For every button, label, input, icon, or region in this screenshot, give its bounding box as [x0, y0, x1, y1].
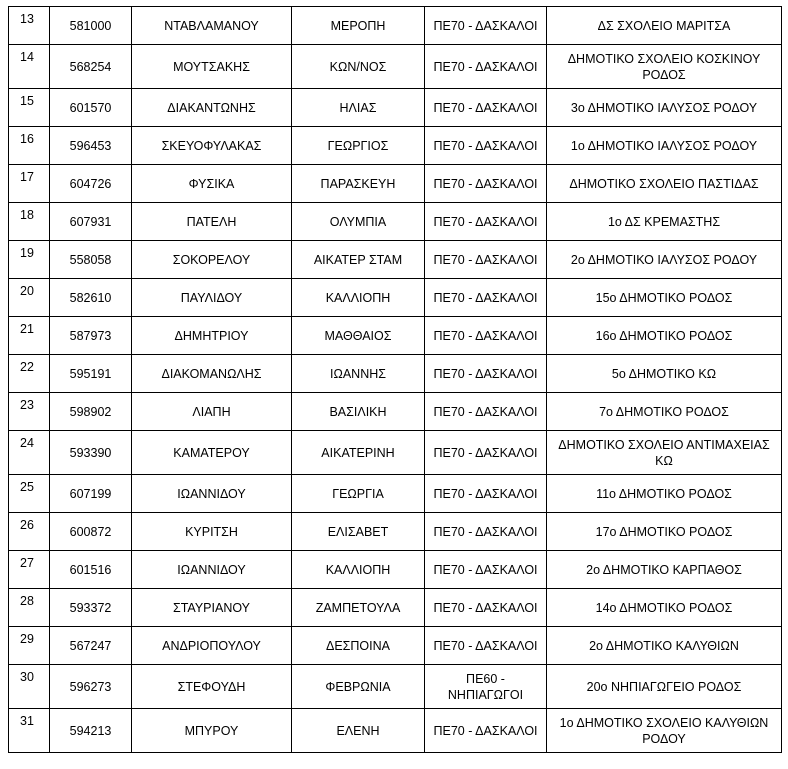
first-name-cell: ΑΙΚΑΤΕΡ ΣΤΑΜ	[292, 241, 425, 279]
table-row	[9, 627, 782, 665]
row-number-cell: 27	[9, 551, 50, 589]
row-number-cell: 14	[9, 45, 50, 89]
surname-cell: ΚΑΜΑΤΕΡΟΥ	[132, 431, 292, 475]
table-row	[9, 475, 782, 513]
specialty-cell: ΠΕ70 - ΔΑΣΚΑΛΟΙ	[425, 203, 547, 241]
specialty-cell: ΠΕ70 - ΔΑΣΚΑΛΟΙ	[425, 89, 547, 127]
surname-cell: ΚΥΡΙΤΣΗ	[132, 513, 292, 551]
school-cell: 3ο ΔΗΜΟΤΙΚΟ ΙΑΛΥΣΟΣ ΡΟΔΟΥ	[547, 89, 782, 127]
school-cell: 20ο ΝΗΠΙΑΓΩΓΕΙΟ ΡΟΔΟΣ	[547, 665, 782, 709]
row-number-cell: 20	[9, 279, 50, 317]
registry-number-cell: 607931	[50, 203, 132, 241]
first-name-cell: ΕΛΕΝΗ	[292, 709, 425, 753]
surname-cell: ΝΤΑΒΛΑΜΑΝΟΥ	[132, 7, 292, 45]
registry-number-cell: 595191	[50, 355, 132, 393]
specialty-cell: ΠΕ70 - ΔΑΣΚΑΛΟΙ	[425, 279, 547, 317]
specialty-cell: ΠΕ70 - ΔΑΣΚΑΛΟΙ	[425, 709, 547, 753]
first-name-cell: ΜΑΘΘΑΙΟΣ	[292, 317, 425, 355]
teachers-table	[8, 6, 782, 753]
surname-cell: ΑΝΔΡΙΟΠΟΥΛΟΥ	[132, 627, 292, 665]
surname-cell: ΣΤΕΦΟΥΔΗ	[132, 665, 292, 709]
first-name-cell: ΓΕΩΡΓΙΟΣ	[292, 127, 425, 165]
table-row	[9, 709, 782, 753]
registry-number-cell: 601570	[50, 89, 132, 127]
row-number-cell: 31	[9, 709, 50, 753]
school-cell: ΔΣ ΣΧΟΛΕΙΟ ΜΑΡΙΤΣΑ	[547, 7, 782, 45]
school-cell: 17ο ΔΗΜΟΤΙΚΟ ΡΟΔΟΣ	[547, 513, 782, 551]
first-name-cell: ΠΑΡΑΣΚΕΥΗ	[292, 165, 425, 203]
row-number-cell: 29	[9, 627, 50, 665]
row-number-cell: 21	[9, 317, 50, 355]
registry-number-cell: 581000	[50, 7, 132, 45]
surname-cell: ΦΥΣΙΚΑ	[132, 165, 292, 203]
school-cell: 15ο ΔΗΜΟΤΙΚΟ ΡΟΔΟΣ	[547, 279, 782, 317]
row-number-cell: 28	[9, 589, 50, 627]
surname-cell: ΛΙΑΠΗ	[132, 393, 292, 431]
registry-number-cell: 598902	[50, 393, 132, 431]
first-name-cell: ΗΛΙΑΣ	[292, 89, 425, 127]
school-cell: 2ο ΔΗΜΟΤΙΚΟ ΚΑΛΥΘΙΩΝ	[547, 627, 782, 665]
specialty-cell: ΠΕ70 - ΔΑΣΚΑΛΟΙ	[425, 431, 547, 475]
row-number-cell: 23	[9, 393, 50, 431]
surname-cell: ΣΟΚΟΡΕΛΟΥ	[132, 241, 292, 279]
registry-number-cell: 594213	[50, 709, 132, 753]
row-number-cell: 19	[9, 241, 50, 279]
first-name-cell: ΦΕΒΡΩΝΙΑ	[292, 665, 425, 709]
specialty-cell: ΠΕ70 - ΔΑΣΚΑΛΟΙ	[425, 475, 547, 513]
table-body	[9, 7, 782, 753]
first-name-cell: ΚΑΛΛΙΟΠΗ	[292, 551, 425, 589]
row-number-cell: 18	[9, 203, 50, 241]
first-name-cell: ΙΩΑΝΝΗΣ	[292, 355, 425, 393]
school-cell: ΔΗΜΟΤΙΚΟ ΣΧΟΛΕΙΟ ΠΑΣΤΙΔΑΣ	[547, 165, 782, 203]
table-row	[9, 551, 782, 589]
first-name-cell: ΚΑΛΛΙΟΠΗ	[292, 279, 425, 317]
specialty-cell: ΠΕ70 - ΔΑΣΚΑΛΟΙ	[425, 165, 547, 203]
first-name-cell: ΜΕΡΟΠΗ	[292, 7, 425, 45]
school-cell: 7ο ΔΗΜΟΤΙΚΟ ΡΟΔΟΣ	[547, 393, 782, 431]
registry-number-cell: 582610	[50, 279, 132, 317]
table-row	[9, 45, 782, 89]
row-number-cell: 17	[9, 165, 50, 203]
surname-cell: ΣΚΕΥΟΦΥΛΑΚΑΣ	[132, 127, 292, 165]
surname-cell: ΜΠΥΡΟΥ	[132, 709, 292, 753]
school-cell: 1ο ΔΣ ΚΡΕΜΑΣΤΗΣ	[547, 203, 782, 241]
specialty-cell: ΠΕ70 - ΔΑΣΚΑΛΟΙ	[425, 627, 547, 665]
surname-cell: ΔΙΑΚΑΝΤΩΝΗΣ	[132, 89, 292, 127]
table-row	[9, 431, 782, 475]
table-row	[9, 589, 782, 627]
specialty-cell: ΠΕ70 - ΔΑΣΚΑΛΟΙ	[425, 45, 547, 89]
surname-cell: ΠΑΤΕΛΗ	[132, 203, 292, 241]
table-row	[9, 165, 782, 203]
row-number-cell: 16	[9, 127, 50, 165]
specialty-cell: ΠΕ70 - ΔΑΣΚΑΛΟΙ	[425, 551, 547, 589]
table-row	[9, 513, 782, 551]
specialty-cell: ΠΕ70 - ΔΑΣΚΑΛΟΙ	[425, 513, 547, 551]
table-row	[9, 355, 782, 393]
first-name-cell: ΕΛΙΣΑΒΕΤ	[292, 513, 425, 551]
surname-cell: ΙΩΑΝΝΙΔΟΥ	[132, 475, 292, 513]
surname-cell: ΔΙΑΚΟΜΑΝΩΛΗΣ	[132, 355, 292, 393]
school-cell: 14ο ΔΗΜΟΤΙΚΟ ΡΟΔΟΣ	[547, 589, 782, 627]
registry-number-cell: 596273	[50, 665, 132, 709]
registry-number-cell: 593372	[50, 589, 132, 627]
row-number-cell: 25	[9, 475, 50, 513]
school-cell: 16ο ΔΗΜΟΤΙΚΟ ΡΟΔΟΣ	[547, 317, 782, 355]
school-cell: 1ο ΔΗΜΟΤΙΚΟ ΙΑΛΥΣΟΣ ΡΟΔΟΥ	[547, 127, 782, 165]
registry-number-cell: 593390	[50, 431, 132, 475]
row-number-cell: 24	[9, 431, 50, 475]
registry-number-cell: 567247	[50, 627, 132, 665]
specialty-cell: ΠΕ70 - ΔΑΣΚΑΛΟΙ	[425, 355, 547, 393]
table-row	[9, 279, 782, 317]
first-name-cell: ΓΕΩΡΓΙΑ	[292, 475, 425, 513]
table-row	[9, 393, 782, 431]
registry-number-cell: 558058	[50, 241, 132, 279]
school-cell: ΔΗΜΟΤΙΚΟ ΣΧΟΛΕΙΟ ΚΟΣΚΙΝΟΥ ΡΟΔΟΣ	[547, 45, 782, 89]
table-row	[9, 317, 782, 355]
school-cell: 11ο ΔΗΜΟΤΙΚΟ ΡΟΔΟΣ	[547, 475, 782, 513]
registry-number-cell: 601516	[50, 551, 132, 589]
specialty-cell: ΠΕ70 - ΔΑΣΚΑΛΟΙ	[425, 589, 547, 627]
specialty-cell: ΠΕ70 - ΔΑΣΚΑΛΟΙ	[425, 241, 547, 279]
table-row	[9, 203, 782, 241]
school-cell: 1ο ΔΗΜΟΤΙΚΟ ΣΧΟΛΕΙΟ ΚΑΛΥΘΙΩΝ ΡΟΔΟΥ	[547, 709, 782, 753]
first-name-cell: ΑΙΚΑΤΕΡΙΝΗ	[292, 431, 425, 475]
registry-number-cell: 596453	[50, 127, 132, 165]
first-name-cell: ΖΑΜΠΕΤΟΥΛΑ	[292, 589, 425, 627]
school-cell: 2ο ΔΗΜΟΤΙΚΟ ΚΑΡΠΑΘΟΣ	[547, 551, 782, 589]
row-number-cell: 13	[9, 7, 50, 45]
registry-number-cell: 600872	[50, 513, 132, 551]
registry-number-cell: 568254	[50, 45, 132, 89]
first-name-cell: ΚΩΝ/ΝΟΣ	[292, 45, 425, 89]
specialty-cell: ΠΕ70 - ΔΑΣΚΑΛΟΙ	[425, 393, 547, 431]
row-number-cell: 30	[9, 665, 50, 709]
row-number-cell: 26	[9, 513, 50, 551]
specialty-cell: ΠΕ70 - ΔΑΣΚΑΛΟΙ	[425, 127, 547, 165]
specialty-cell: ΠΕ60 - ΝΗΠΙΑΓΩΓΟΙ	[425, 665, 547, 709]
table-row	[9, 665, 782, 709]
table-row	[9, 241, 782, 279]
registry-number-cell: 607199	[50, 475, 132, 513]
table-row	[9, 7, 782, 45]
school-cell: ΔΗΜΟΤΙΚΟ ΣΧΟΛΕΙΟ ΑΝΤΙΜΑΧΕΙΑΣ ΚΩ	[547, 431, 782, 475]
first-name-cell: ΒΑΣΙΛΙΚΗ	[292, 393, 425, 431]
row-number-cell: 15	[9, 89, 50, 127]
table-row	[9, 127, 782, 165]
surname-cell: ΣΤΑΥΡΙΑΝΟΥ	[132, 589, 292, 627]
school-cell: 2ο ΔΗΜΟΤΙΚΟ ΙΑΛΥΣΟΣ ΡΟΔΟΥ	[547, 241, 782, 279]
first-name-cell: ΟΛΥΜΠΙΑ	[292, 203, 425, 241]
row-number-cell: 22	[9, 355, 50, 393]
surname-cell: ΔΗΜΗΤΡΙΟΥ	[132, 317, 292, 355]
table-row	[9, 89, 782, 127]
registry-number-cell: 604726	[50, 165, 132, 203]
school-cell: 5ο ΔΗΜΟΤΙΚΟ ΚΩ	[547, 355, 782, 393]
specialty-cell: ΠΕ70 - ΔΑΣΚΑΛΟΙ	[425, 7, 547, 45]
first-name-cell: ΔΕΣΠΟΙΝΑ	[292, 627, 425, 665]
registry-number-cell: 587973	[50, 317, 132, 355]
surname-cell: ΙΩΑΝΝΙΔΟΥ	[132, 551, 292, 589]
surname-cell: ΠΑΥΛΙΔΟΥ	[132, 279, 292, 317]
specialty-cell: ΠΕ70 - ΔΑΣΚΑΛΟΙ	[425, 317, 547, 355]
surname-cell: ΜΟΥΤΣΑΚΗΣ	[132, 45, 292, 89]
